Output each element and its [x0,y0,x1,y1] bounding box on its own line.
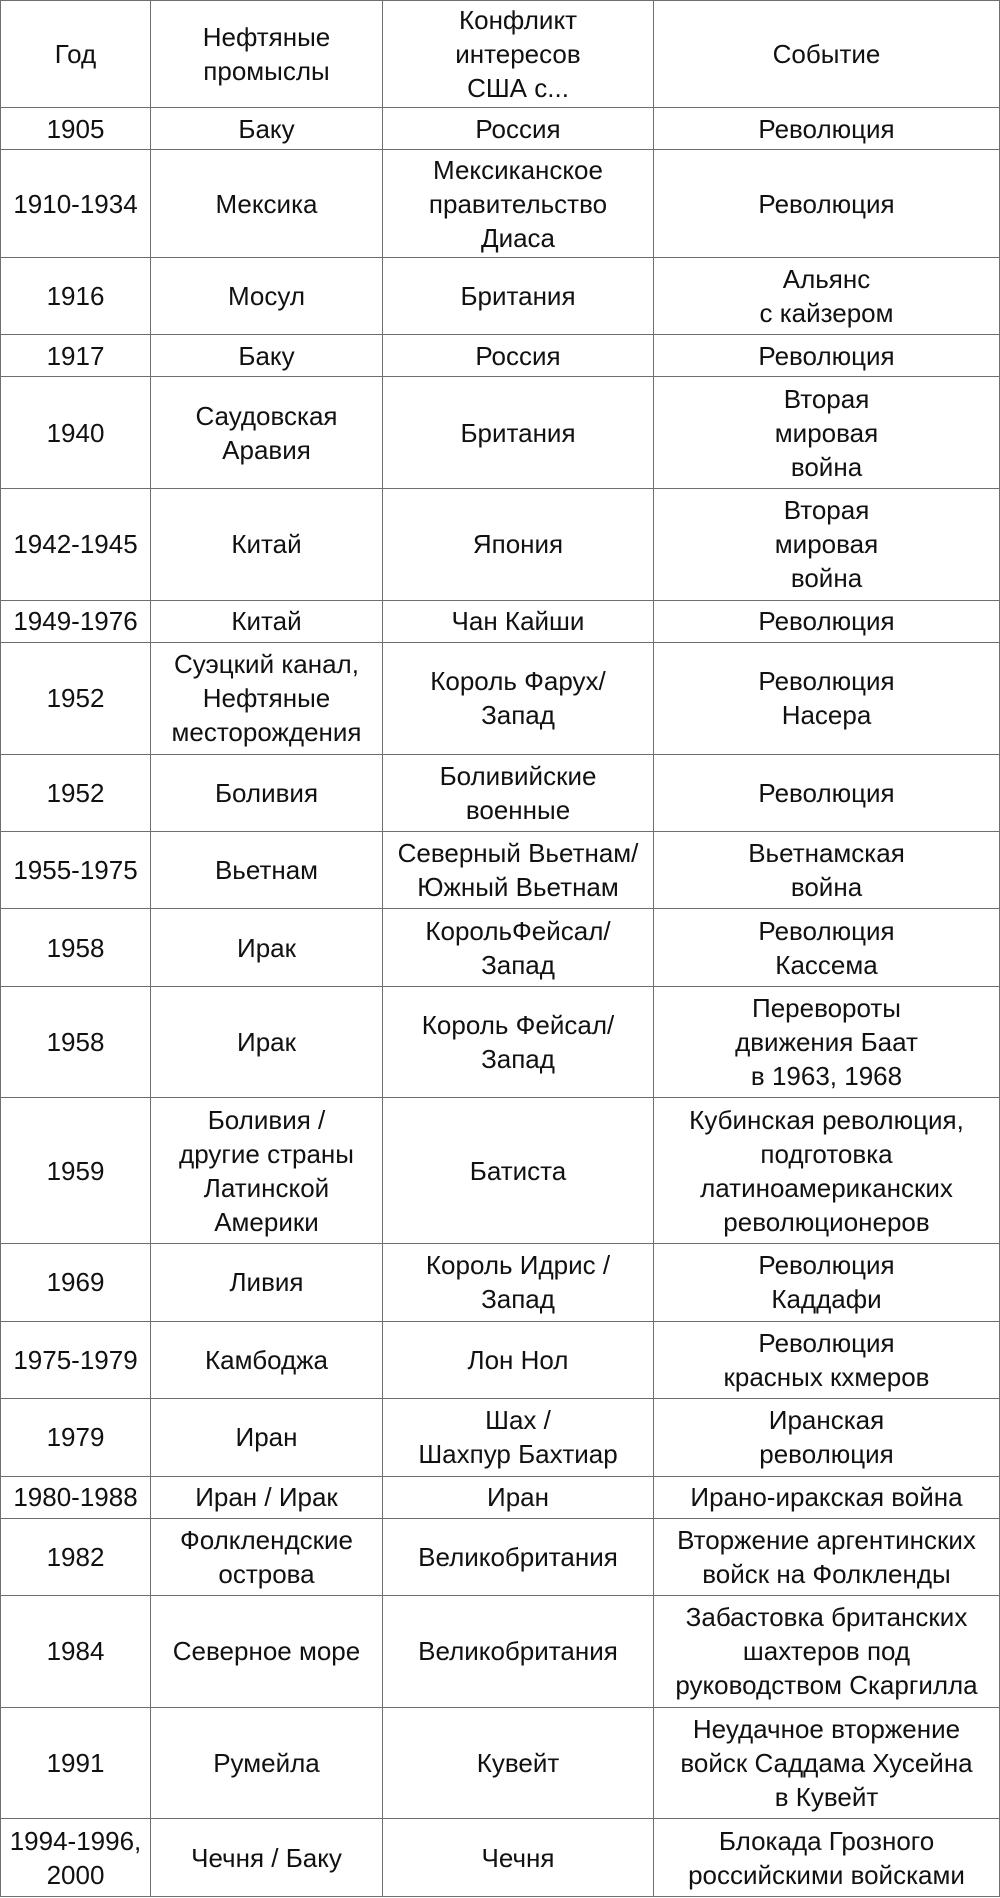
oil-field-cell: Ирак [151,909,383,986]
oil-field-cell: Ливия [151,1244,383,1321]
table-row [1,600,1000,642]
event-cell: Революция Кассема [654,909,1000,986]
table-row [1,377,1000,489]
year-cell: 1905 [1,108,151,150]
header-year: Год [1,1,151,108]
table-row [1,1476,1000,1518]
year-cell: 1969 [1,1244,151,1321]
table-row [1,1321,1000,1398]
event-cell: Вторая мировая война [654,489,1000,601]
year-cell: 1980-1988 [1,1476,151,1518]
year-cell: 1958 [1,986,151,1098]
year-cell: 1949-1976 [1,600,151,642]
conflict-cell: Япония [383,489,654,601]
year-cell: 1958 [1,909,151,986]
year-cell: 1955-1975 [1,831,151,908]
oil-field-cell: Фолклендские острова [151,1518,383,1595]
oil-field-cell: Камбоджа [151,1321,383,1398]
table-row [1,986,1000,1098]
conflict-cell: Мексиканское правительство Диаса [383,150,654,258]
year-cell: 1916 [1,257,151,334]
year-cell: 1940 [1,377,151,489]
oil-field-cell: Китай [151,600,383,642]
table-row [1,1707,1000,1819]
event-cell: Кубинская революция, подготовка латиноамериканских революционеров [654,1098,1000,1244]
oil-field-cell: Боливия [151,754,383,831]
event-cell: Неудачное вторжение войск Саддама Хусейна в Кувейт [654,1707,1000,1819]
conflict-cell: Король Идрис / Запад [383,1244,654,1321]
conflict-cell: Король Фейсал/ Запад [383,986,654,1098]
year-cell: 1994-1996, 2000 [1,1819,151,1897]
oil-field-cell: Мосул [151,257,383,334]
oil-field-cell: Иран / Ирак [151,1476,383,1518]
year-cell: 1959 [1,1098,151,1244]
table-row [1,257,1000,334]
table-header [1,1,1000,108]
conflict-cell: Кувейт [383,1707,654,1819]
table-row [1,335,1000,377]
event-cell: Забастовка британских шахтеров под руководством Скаргилла [654,1596,1000,1708]
table-row [1,150,1000,258]
event-cell: Революция Каддафи [654,1244,1000,1321]
table-row [1,1098,1000,1244]
event-cell: Революция [654,754,1000,831]
event-cell: Революция красных кхмеров [654,1321,1000,1398]
conflict-cell: Иран [383,1476,654,1518]
table-row [1,754,1000,831]
oil-field-cell: Китай [151,489,383,601]
event-cell: Вьетнамская война [654,831,1000,908]
conflict-cell: Великобритания [383,1518,654,1595]
event-cell: Революция [654,108,1000,150]
conflict-cell: Батиста [383,1098,654,1244]
table-row [1,1596,1000,1708]
event-cell: Революция [654,335,1000,377]
table-row [1,642,1000,754]
event-cell: Перевороты движения Баат в 1963, 1968 [654,986,1000,1098]
header-conflict: Конфликт интересов США с... [383,1,654,108]
oil-field-cell: Ирак [151,986,383,1098]
oil-field-cell: Румейла [151,1707,383,1819]
oil-field-cell: Северное море [151,1596,383,1708]
oil-field-cell: Иран [151,1399,383,1476]
oil-field-cell: Мексика [151,150,383,258]
conflict-cell: Россия [383,108,654,150]
event-cell: Альянс с кайзером [654,257,1000,334]
table-row [1,1399,1000,1476]
conflict-cell: Лон Нол [383,1321,654,1398]
conflict-cell: Северный Вьетнам/ Южный Вьетнам [383,831,654,908]
year-cell: 1979 [1,1399,151,1476]
conflict-cell: Боливийские военные [383,754,654,831]
oil-field-cell: Вьетнам [151,831,383,908]
conflict-cell: Великобритания [383,1596,654,1708]
year-cell: 1982 [1,1518,151,1595]
year-cell: 1952 [1,642,151,754]
table-row [1,489,1000,601]
conflict-cell: Шах / Шахпур Бахтиар [383,1399,654,1476]
year-cell: 1984 [1,1596,151,1708]
header-event: Событие [654,1,1000,108]
year-cell: 1975-1979 [1,1321,151,1398]
event-cell: Революция [654,600,1000,642]
table-row [1,1244,1000,1321]
year-cell: 1952 [1,754,151,831]
event-cell: Вторжение аргентинских войск на Фолкленды [654,1518,1000,1595]
year-cell: 1991 [1,1707,151,1819]
event-cell: Вторая мировая война [654,377,1000,489]
event-cell: Иранская революция [654,1399,1000,1476]
table-body [1,108,1000,1897]
table-row [1,1518,1000,1595]
conflict-cell: Британия [383,257,654,334]
header-row [1,1,1000,108]
year-cell: 1942-1945 [1,489,151,601]
conflict-cell: Россия [383,335,654,377]
table-row [1,831,1000,908]
oil-field-cell: Боливия / другие страны Латинской Америки [151,1098,383,1244]
event-cell: Ирано-иракская война [654,1476,1000,1518]
oil-field-cell: Суэцкий канал, Нефтяные месторождения [151,642,383,754]
conflict-cell: Чечня [383,1819,654,1897]
event-cell: Революция [654,150,1000,258]
oil-field-cell: Чечня / Баку [151,1819,383,1897]
conflict-cell: КорольФейсал/ Запад [383,909,654,986]
conflict-cell: Британия [383,377,654,489]
year-cell: 1917 [1,335,151,377]
year-cell: 1910-1934 [1,150,151,258]
conflict-cell: Чан Кайши [383,600,654,642]
event-cell: Революция Насера [654,642,1000,754]
table-row [1,909,1000,986]
oil-field-cell: Баку [151,335,383,377]
oil-field-cell: Саудовская Аравия [151,377,383,489]
table-row [1,1819,1000,1897]
conflict-cell: Король Фарух/ Запад [383,642,654,754]
header-oil-fields: Нефтяные промыслы [151,1,383,108]
event-cell: Блокада Грозного российскими войсками [654,1819,1000,1897]
oil-field-cell: Баку [151,108,383,150]
table-row [1,108,1000,150]
